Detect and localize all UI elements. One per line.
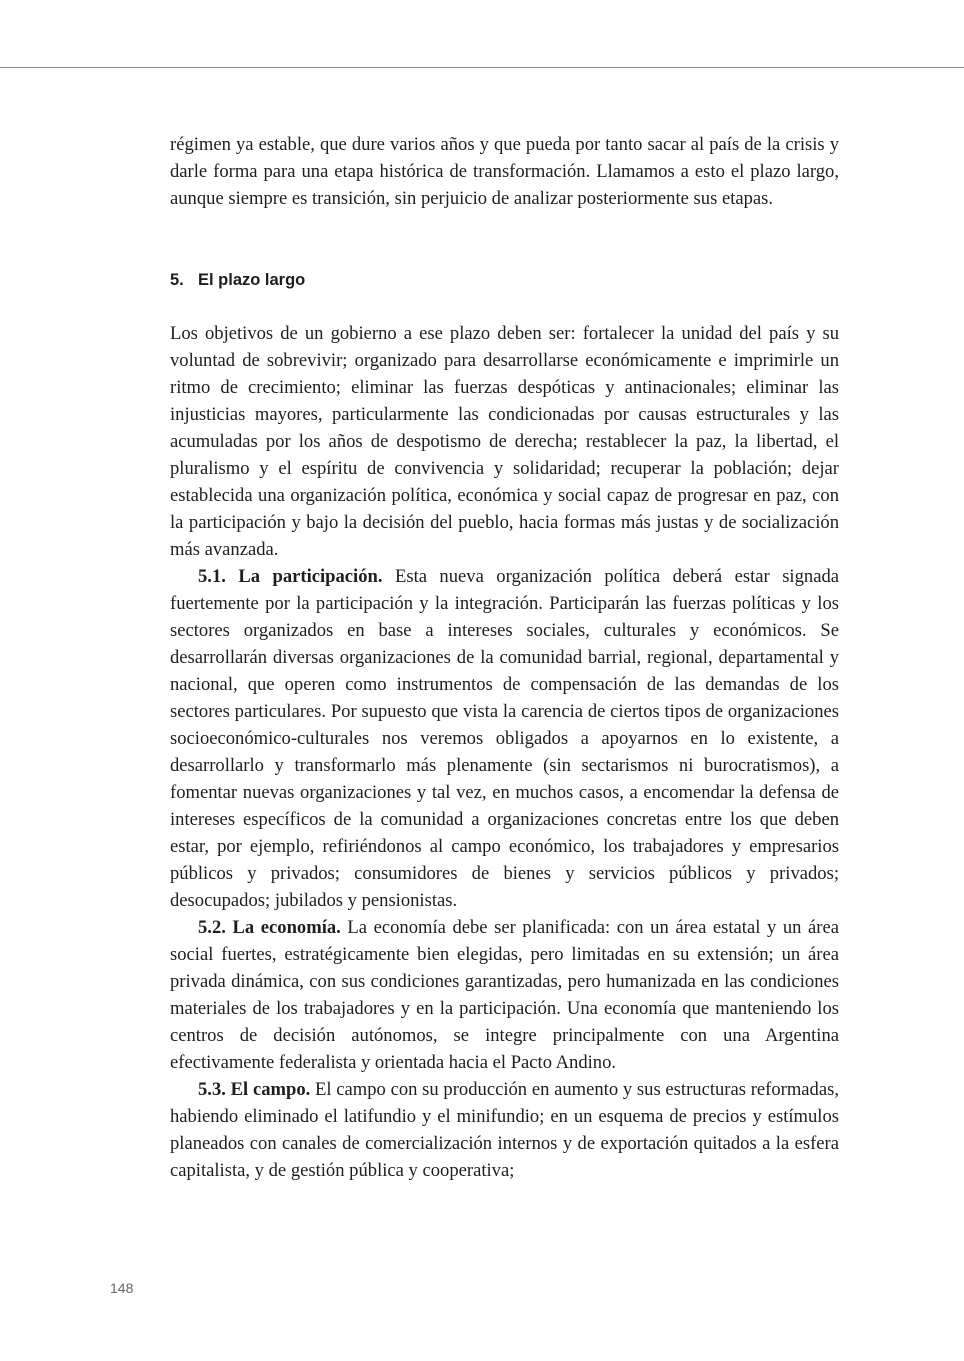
countryside-subtitle: 5.3. El campo. bbox=[198, 1079, 311, 1100]
section-number: 5. bbox=[170, 271, 184, 289]
intro-paragraph: régimen ya estable, que dure varios años y que pueda por tanto sacar al país de la crisis y darle forma para una etapa histórica de transformación. Llamamos a esto el plazo largo, aunque siempre es transición, sin perjuicio de analizar posteriormente sus etapas. bbox=[170, 134, 839, 209]
participation-subtitle: 5.1. La participación. bbox=[198, 566, 383, 587]
economy-paragraph bbox=[170, 914, 839, 1076]
header-rule bbox=[0, 67, 964, 68]
intro-paragraph-block bbox=[170, 131, 839, 212]
objectives-paragraph: Los objetivos de un gobierno a ese plazo deben ser: fortalecer la unidad del país y su voluntad de sobrevivir; organizado para desarrollarse económicamente e imprimirle un ritmo de crecimiento; eliminar las fuerzas despóticas y antinacionales; eliminar las injusticias mayores, particularmente las condicionadas por causas estructurales y las acumuladas por los años de despotismo de derecha; restablecer la paz, la libertad, el pluralismo y el espíritu de convivencia y solidaridad; recuperar la población; dejar establecida una organización política, económica y social capaz de progresar en paz, con la participación y bajo la decisión del pueblo, hacia formas más justas y de socialización más avanzada. bbox=[170, 323, 839, 560]
page-number: 148 bbox=[110, 1280, 134, 1296]
participation-text: Esta nueva organización política deberá estar signada fuertemente por la participación y la integración. Participarán las fuerzas políticas y los sectores organizados en base a intereses sociales, culturales y económicos. Se desarrollarán diversas organizaciones de la comunidad barrial, regional, departamental y nacional, que operen como instrumentos de compensación de las demandas de los sectores particulares. Por supuesto que vista la carencia de ciertos tipos de organizaciones socioeconómico-culturales nos veremos obligados a apoyarnos en lo existente, a desarrollarlo y transformarlo más plenamente (sin sectarismos ni burocratismos), a fomentar nuevas organizaciones y tal vez, en muchos casos, a encomendar la defensa de intereses específicos de la comunidad a organizaciones concretas entre los que deben estar, por ejemplo, refiriéndonos al campo económico, los trabajadores y empresarios públicos y privados; consumidores de bienes y servicios públicos y privados; desocupados; jubilados y pensionistas. bbox=[170, 566, 839, 911]
section-heading bbox=[170, 267, 839, 294]
economy-text: La economía debe ser planificada: con un área estatal y un área social fuertes, estratégicamente bien elegidas, pero limitadas en su extensión; un área privada dinámica, con sus condiciones garantizadas, pero humanizada en las condiciones materiales de los trabajadores y en la participación. Una economía que manteniendo los centros de decisión autónomos, se integre principalmente con una Argentina efectivamente federalista y orientada hacia el Pacto Andino. bbox=[170, 917, 839, 1073]
economy-subtitle: 5.2. La economía. bbox=[198, 917, 341, 938]
participation-paragraph bbox=[170, 563, 839, 914]
countryside-paragraph bbox=[170, 1076, 839, 1184]
countryside-text: El campo con su producción en aumento y sus estructuras reformadas, habiendo eliminado el latifundio y el minifundio; en un esquema de precios y estímulos planeados con canales de comercialización internos y de exportación quitados a la esfera capitalista, y de gestión pública y cooperativa; bbox=[170, 1079, 839, 1181]
section-body bbox=[170, 320, 839, 1184]
section-title: El plazo largo bbox=[198, 271, 306, 289]
